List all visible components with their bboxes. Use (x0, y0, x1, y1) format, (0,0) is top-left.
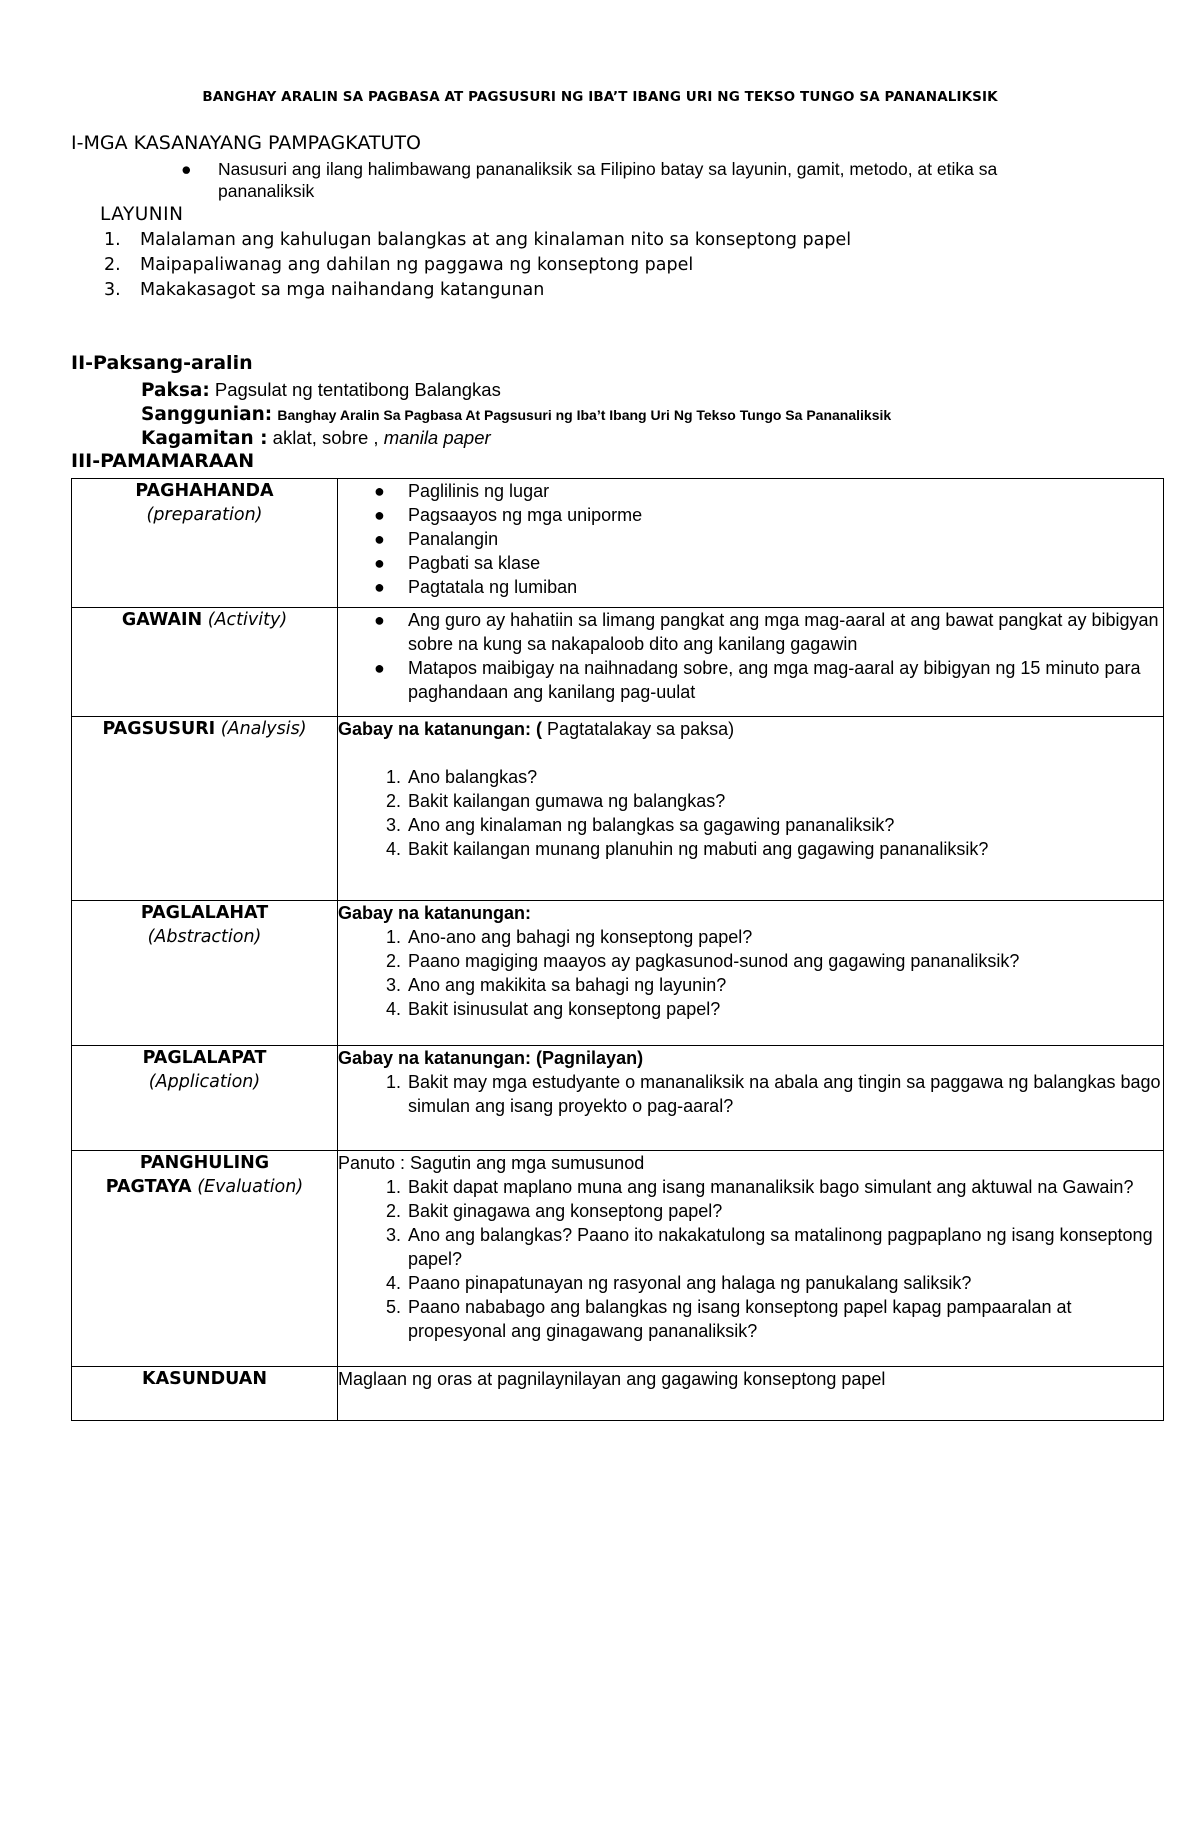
stage-cell: GAWAIN (Activity) (72, 608, 338, 717)
stage-cell: KASUNDUAN (72, 1367, 338, 1421)
table-row (72, 1046, 1164, 1151)
section-1-heading: I-MGA KASANAYANG PAMPAGKATUTO (71, 132, 421, 154)
content-cell: Maglaan ng oras at pagnilaynilayan ang gagawing konseptong papel (338, 1367, 1164, 1421)
kagamitan-line (141, 426, 491, 451)
list-item: 3. Ano ang kinalaman ng balangkas sa gagawing pananaliksik? (385, 815, 895, 835)
paksa-label: Paksa: (141, 380, 210, 401)
list-item: 2. Bakit kailangan gumawa ng balangkas? (385, 791, 726, 811)
list-item: 4. Bakit kailangan munang planuhin ng mabuti ang gagawing pananaliksik? (385, 839, 989, 859)
list-item: 2. Bakit ginagawa ang konseptong papel? (385, 1201, 723, 1221)
paksa-value: Pagsulat ng tentatibong Balangkas (214, 379, 501, 400)
sanggunian-line (141, 402, 891, 427)
list-item: 2. Maipapaliwanag ang dahilan ng paggawa ng konseptong papel (104, 255, 694, 275)
list-item: ● Pagtatala ng lumiban (374, 577, 578, 597)
sanggunian-label: Sanggunian: (141, 404, 273, 425)
list-item: 3. Ano ang balangkas? Paano ito nakakatulong sa matalinong pagpaplano ng isang konseptong papel? (385, 1225, 1153, 1269)
list-item: ● Pagbati sa klase (374, 553, 541, 573)
table-row (72, 1367, 1164, 1421)
section-2-heading: II-Paksang-aralin (71, 352, 253, 374)
table-row (72, 479, 1164, 608)
content-cell: Gabay na katanungan: 1. Ano-ano ang bahagi ng konseptong papel? 2. Paano magiging maayos ay pagkasunod-sunod ang gagawing pananaliksik? 3. Ano ang makikita sa bahagi ng layunin? 4. Bakit isinusulat ang konseptong papel? (338, 901, 1164, 1046)
list-item: ● Panalangin (374, 529, 499, 549)
content-cell (338, 608, 1164, 717)
content-cell: Gabay na katanungan: ( Pagtatalakay sa paksa) 1. Ano balangkas? 2. Bakit kailangan gumawa ng balangkas? 3. Ano ang kinalaman ng balangkas sa gagawing pananaliksik? 4. Bakit kailangan munang planuhin ng mabuti ang gagawing pananaliksik? (338, 717, 1164, 901)
content-cell (338, 479, 1164, 608)
procedure-table (71, 478, 1164, 1421)
stage-cell: PAGHAHANDA (preparation) (72, 479, 338, 608)
list-item: 1. Ano-ano ang bahagi ng konseptong papel? (385, 927, 753, 947)
table-row (72, 901, 1164, 1046)
list-item: 1. Malalaman ang kahulugan balangkas at ang kinalaman nito sa konseptong papel (104, 230, 852, 250)
bullet-dot-icon: ● (181, 159, 192, 179)
section-3-heading: III-PAMAMARAAN (71, 450, 255, 472)
layunin-heading: LAYUNIN (100, 204, 184, 225)
kagamitan-label: Kagamitan : (141, 428, 268, 449)
content-cell: Panuto : Sagutin ang mga sumusunod 1. Bakit dapat maplano muna ang isang mananaliksik bago simulant ang aktuwal na Gawain? 2. Bakit ginagawa ang konseptong papel? 3. Ano ang balangkas? Paano ito nakakatulong sa matalinong pagpaplano ng isang konseptong papel? 4. Paano pinapatunayan ng rasyonal ang halaga ng panukalang saliksik? 5. Paano nababago ang balangkas ng isang konseptong papel kapag pampaaralan at propesyonal ang ginagawang pananaliksik? (338, 1151, 1164, 1367)
kagamitan-italic: manila paper (383, 427, 491, 448)
stage-cell: PAGSUSURI (Analysis) (72, 717, 338, 901)
list-item: 3. Makakasagot sa mga naihandang katangunan (104, 280, 545, 300)
stage-cell: PAGLALAPAT (Application) (72, 1046, 338, 1151)
table-row (72, 717, 1164, 901)
list-item: 5. Paano nababago ang balangkas ng isang konseptong papel kapag pampaaralan at propesyonal ang ginagawang pananaliksik? (385, 1297, 1072, 1341)
list-item: 4. Paano pinapatunayan ng rasyonal ang halaga ng panukalang saliksik? (385, 1273, 972, 1293)
list-item: 4. Bakit isinusulat ang konseptong papel? (385, 999, 721, 1019)
kagamitan-value: aklat, sobre , (272, 427, 379, 448)
stage-cell: PANGHULING PAGTAYA (Evaluation) (72, 1151, 338, 1367)
paksa-line (141, 378, 501, 403)
list-item: 1. Ano balangkas? (385, 767, 538, 787)
list-item: ● Pagsaayos ng mga uniporme (374, 505, 643, 525)
list-item: 3. Ano ang makikita sa bahagi ng layunin? (385, 975, 727, 995)
document-title: BANGHAY ARALIN SA PAGBASA AT PAGSUSURI NG IBA’T IBANG URI NG TEKSO TUNGO SA PANANALIKSIK (202, 89, 998, 105)
stage-cell: PAGLALAHAT (Abstraction) (72, 901, 338, 1046)
objectives-list (104, 228, 851, 303)
table-row (72, 608, 1164, 717)
list-item: ● Paglilinis ng lugar (374, 481, 550, 501)
sanggunian-value: Banghay Aralin Sa Pagbasa At Pagsusuri ng Iba’t Ibang Uri Ng Tekso Tungo Sa Pananaliksik (277, 407, 892, 423)
content-cell: Gabay na katanungan: (Pagnilayan) 1. Bakit may mga estudyante o mananaliksik na abala ang tingin sa paggawa ng balangkas bago simulan ang isang proyekto o pag-aaral? (338, 1046, 1164, 1151)
list-item: ● Ang guro ay hahatiin sa limang pangkat ang mga mag-aaral at ang bawat pangkat ay bibigyan sobre na kung sa nakapaloob dito ang kanilang gagawin (374, 610, 1159, 654)
table-row (72, 1151, 1164, 1367)
list-item: 2. Paano magiging maayos ay pagkasunod-sunod ang gagawing pananaliksik? (385, 951, 1020, 971)
competency-bullet: ● Nasusuri ang ilang halimbawang pananaliksik sa Filipino batay sa layunin, gamit, metodo, at etika sa pananaliksik (181, 159, 998, 201)
list-item: 1. Bakit may mga estudyante o mananaliksik na abala ang tingin sa paggawa ng balangkas bago simulan ang isang proyekto o pag-aaral? (385, 1072, 1161, 1116)
list-item: 1. Bakit dapat maplano muna ang isang mananaliksik bago simulant ang aktuwal na Gawain? (385, 1177, 1134, 1197)
list-item: ● Matapos maibigay na naihnadang sobre, ang mga mag-aaral ay bibigyan ng 15 minuto para paghandaan ang kanilang pag-uulat (374, 658, 1141, 702)
